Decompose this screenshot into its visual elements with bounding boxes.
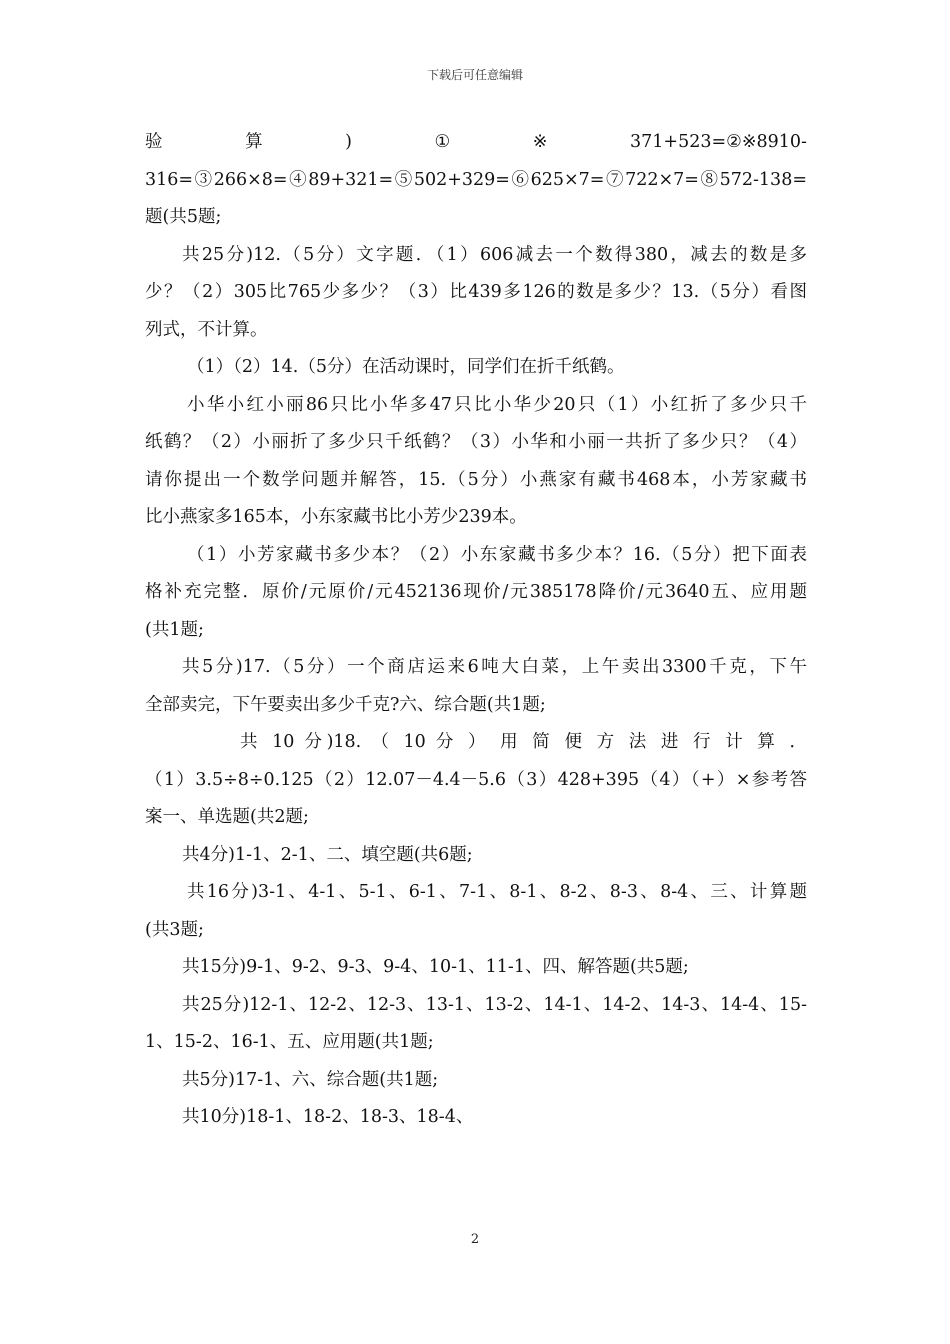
line-1-part: 验 [145,132,163,152]
text-line: 1、15-2、16-1、五、应用题(共1题; [145,1032,434,1052]
line-1-part: 算 [245,132,263,152]
text-line: 少？（2）305比765少多少？（3）比439多126的数是多少？13.（5分）看图 [145,282,807,302]
line-1-part: ) [345,132,352,152]
text-line: 列式，不计算。 [145,319,268,340]
line-1-part: ※ [532,132,548,152]
text-line: 比小燕家多165本，小东家藏书比小芳少239本。 [145,507,527,527]
text-line: 题(共5题; [145,207,222,227]
text-line: 共 10 分)18. （ 10 分 ） 用 简 便 方 法 进 行 计 算 ． [240,732,807,752]
text-line: 共25分)12-1、12-2、12-3、13-1、13-2、14-1、14-2、14-3、14-4、15- [182,994,807,1015]
document-body [145,124,807,1137]
text-line: 小华小红小丽86只比小华多47只比小华少20只（1）小红折了多少只千 [187,394,807,415]
text-line: 纸鹤？（2）小丽折了多少只千纸鹤？（3）小华和小丽一共折了多少只？（4） [145,432,807,452]
line-1-part: 371+523=②※8910- [630,132,807,152]
text-line: 案一、单选题(共2题; [145,807,309,827]
text-line: 格补充完整．原价/元原价/元452136现价/元385178降价/元3640五、应用题 [145,582,807,602]
line-1 [145,124,807,162]
text-line: 共5分)17.（5分）一个商店运来6吨大白菜，上午卖出3300千克，下午 [182,657,807,677]
line-1-part: ① [434,132,451,152]
text-line: 共5分)17-1、六、综合题(共1题; [182,1069,439,1090]
text-line: 共15分)9-1、9-2、9-3、9-4、10-1、11-1、四、解答题(共5题; [182,957,689,977]
text-line: （1）（2）14.（5分）在活动课时，同学们在折千纸鹤。 [187,357,625,377]
text-line: 共4分)1-1、2-1、二、填空题(共6题; [182,844,473,865]
text-line: （1）3.5÷8÷0.125（2）12.07－4.4－5.6（3）428+395（4）（+）×参考答 [145,769,807,790]
text-line: 316=③266×8=④89+321=⑤502+329=⑥625×7=⑦722×7=⑧572-138= [145,169,807,190]
text-line: （1）小芳家藏书多少本？（2）小东家藏书多少本？16.（5分）把下面表 [187,544,807,565]
text-line: (共3题; [145,919,204,940]
page-number: 2 [470,1232,480,1247]
text-line: 共25分)12.（5分）文字题．（1）606减去一个数得380，减去的数是多 [182,244,807,265]
text-line: 全部卖完，下午要卖出多少千克?六、综合题(共1题; [145,694,546,715]
text-line: 共16分)3-1、4-1、5-1、6-1、7-1、8-1、8-2、8-3、8-4、三、计算题 [187,882,807,902]
page-header: 下载后可任意编辑 [426,68,523,82]
text-line: (共1题; [145,619,204,640]
text-line: 共10分)18-1、18-2、18-3、18-4、 [182,1107,474,1127]
text-line: 请你提出一个数学问题并解答，15.（5分）小燕家有藏书468本，小芳家藏书 [145,469,807,490]
